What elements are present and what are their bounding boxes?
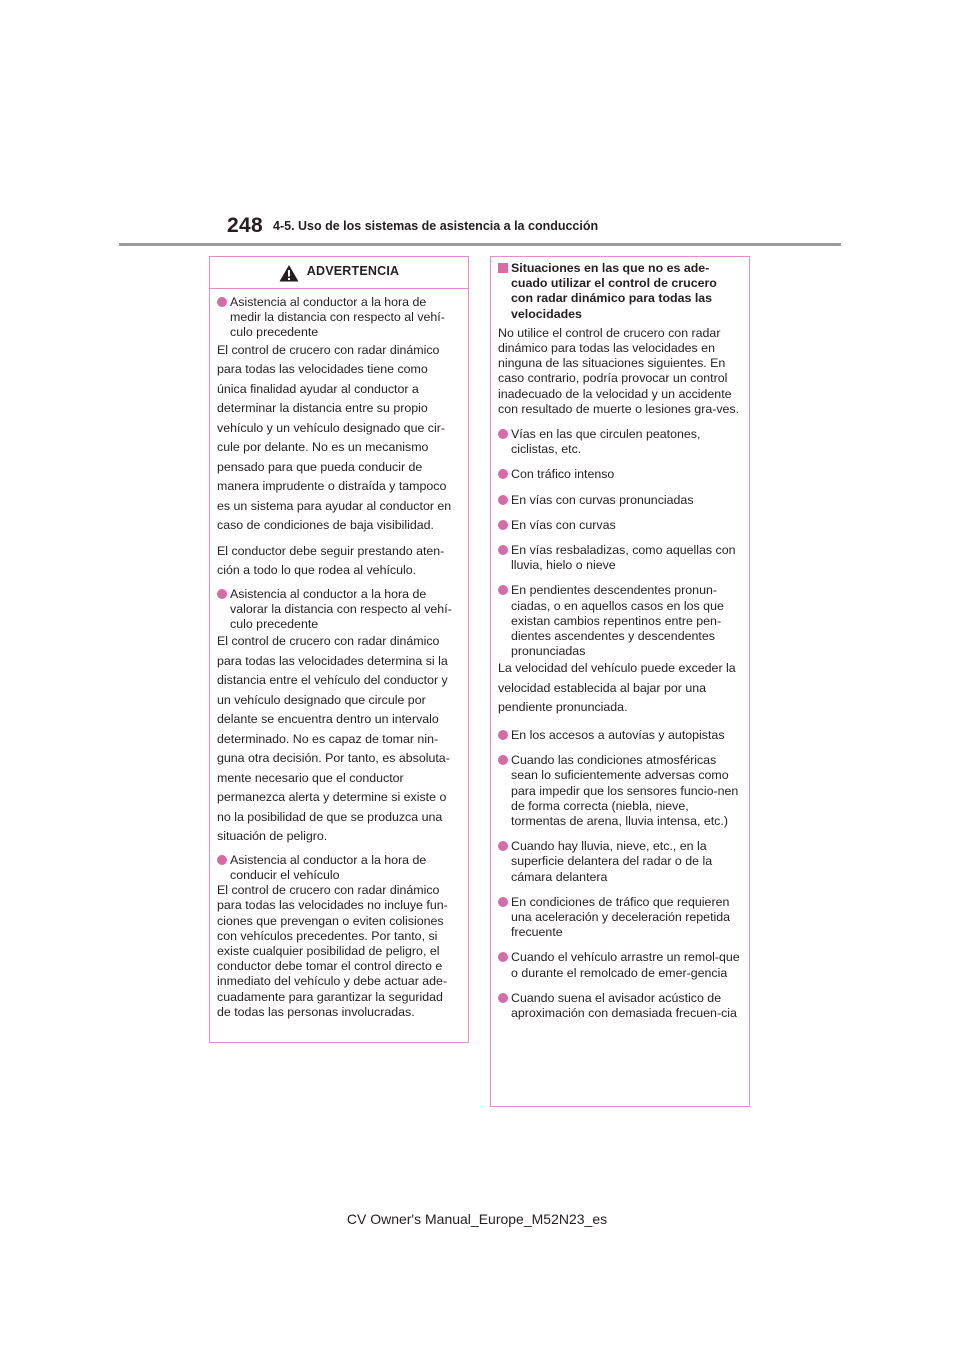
situation-item: Cuando hay lluvia, nieve, etc., en la superficie delantera del radar o de la cámara delantera — [498, 839, 741, 885]
situation-item: Vías en las que circulen peatones, ciclistas, etc. — [498, 427, 741, 457]
situation-item: En los accesos a autovías y autopistas — [498, 728, 741, 743]
square-bullet-icon — [498, 263, 508, 273]
bullet-dot-icon — [498, 730, 508, 740]
warning-bullet-title: Asistencia al conductor a la hora de valorar la distancia con respecto al vehí-culo precedente — [230, 586, 452, 632]
section-title: 4-5. Uso de los sistemas de asistencia a la conducción — [273, 219, 599, 233]
situation-item: En vías con curvas pronunciadas — [498, 493, 741, 508]
manual-id: CV Owner's Manual_Europe_M52N23_es — [346, 1211, 608, 1227]
bullet-dot-icon — [498, 495, 508, 505]
warning-bullet-title: Asistencia al conductor a la hora de medir la distancia con respecto al vehí-culo precedente — [230, 295, 445, 340]
situation-item: En pendientes descendentes pronun-ciadas, o en aquellos casos en los que existan cambios repentinos entre pen-dientes ascendentes y descendentes pronunciadas — [498, 583, 741, 659]
bullet-dot-icon — [498, 469, 508, 479]
warning-paragraph: El conductor debe seguir prestando aten-ción a todo lo que rodea al vehículo. — [217, 543, 445, 578]
situation-item: Cuando las condiciones atmosféricas sean lo suficientemente adversas como para impedir que los sensores funcio-nen de forma correcta (niebla, nieve, tormentas de arena, lluvia intensa, etc.) — [498, 753, 741, 829]
bullet-dot-icon — [498, 993, 508, 1003]
bullet-dot-icon — [498, 897, 508, 907]
bullet-dot-icon — [498, 952, 508, 962]
situations-intro: No utilice el control de crucero con radar dinámico para todas las velocidades en ninguna de las situaciones siguientes. En caso contrario, podría provocar un control inadecuado de la velocidad y un accidente con resultado de muerte o lesiones gra-ves. — [498, 325, 740, 416]
situation-item: Con tráfico intenso — [498, 467, 741, 482]
warning-bullet — [217, 853, 460, 883]
bullet-dot-icon — [498, 841, 508, 851]
header-rule — [119, 243, 841, 246]
warning-paragraph: El control de crucero con radar dinámico para todas las velocidades no incluye fun-ciones que prevengan o eviten colisiones con vehículos precedentes. Por tanto, si existe cualquier posibilidad de peligro, el conductor debe tomar el control directo e inmediato del vehículo y debe actuar ade-cuadamente para garantizar la seguridad de todas las personas involucradas. — [217, 883, 448, 1019]
bullet-dot-icon — [498, 585, 508, 595]
warning-header — [210, 257, 468, 289]
warning-bullet — [217, 295, 460, 341]
bullet-dot-icon — [498, 520, 508, 530]
situation-item: En condiciones de tráfico que requieren una aceleración y deceleración repetida frecuente — [498, 895, 741, 941]
bullet-dot-icon — [498, 545, 508, 555]
warning-triangle-icon — [279, 264, 299, 282]
page-number: 248 — [227, 214, 263, 237]
warning-bullet-title: Asistencia al conductor a la hora de conducir el vehículo — [230, 852, 427, 882]
warning-bullet — [217, 587, 460, 633]
footer — [0, 1210, 960, 1228]
bullet-dot-icon — [217, 589, 227, 599]
warning-box — [209, 256, 469, 1043]
situation-item: En vías resbaladizas, como aquellas con lluvia, hielo o nieve — [498, 543, 741, 573]
situation-item: Cuando suena el avisador acústico de aproximación con demasiada frecuen-cia — [498, 991, 741, 1021]
situation-item: En vías con curvas — [498, 518, 741, 533]
bullet-dot-icon — [217, 297, 227, 307]
bullet-dot-icon — [498, 755, 508, 765]
situations-box — [490, 256, 750, 1107]
bullet-dot-icon — [498, 429, 508, 439]
warning-title: ADVERTENCIA — [306, 263, 400, 278]
situations-heading: Situaciones en las que no es ade-cuado utilizar el control de crucero con radar dinámico para todas las velocidades — [498, 261, 741, 322]
situation-item: Cuando el vehículo arrastre un remol-que o durante el remolcado de emer-gencia — [498, 950, 741, 980]
warning-paragraph: El control de crucero con radar dinámico para todas las velocidades tiene como única finalidad ayudar al conductor a determinar la distancia entre su propio vehículo y un vehículo designado que cir-cule por delante. No es un mecanismo pensado para que pueda conducir de manera imprudente o distraída y tampoco es un sistema para ayudar al conductor en caso de condiciones de baja visibilidad. — [217, 342, 452, 533]
warning-paragraph: El control de crucero con radar dinámico para todas las velocidades determina si la distancia entre el vehículo del conductor y un vehículo designado que circule por delante se encuentra dentro un intervalo determinado. No es capaz de tomar nin-guna otra decisión. Por tanto, es absoluta-mente necesario que el conductor permanezca alerta y determine si existe o no la posibilidad de que se produzca una situación de peligro. — [217, 634, 450, 844]
situation-note: La velocidad del vehículo puede exceder la velocidad establecida al bajar por una pendiente pronunciada. — [498, 661, 736, 715]
bullet-dot-icon — [217, 855, 227, 865]
